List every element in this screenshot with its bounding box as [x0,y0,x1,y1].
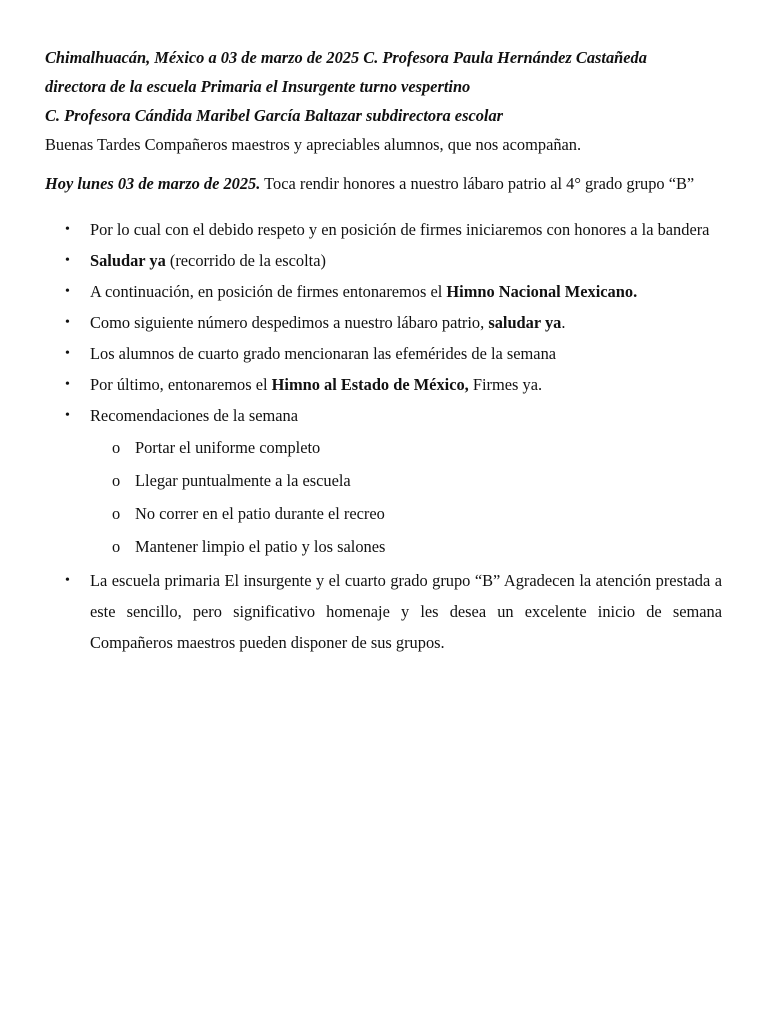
sub-bullet-icon: o [112,438,121,457]
bullet-icon: • [65,346,70,361]
item-text: Los alumnos de cuarto grado mencionaran las efemérides de la semana [90,344,557,363]
greeting-text: Buenas Tardes Compañeros maestros y apreciables alumnos, que nos acompañan. [45,135,582,154]
recommendations-list [90,431,722,563]
document-page [45,43,722,658]
item-text: Por último, entonaremos el [90,375,272,394]
sub-list-item [90,431,722,464]
sub-list-item [90,530,722,563]
bullet-icon: • [65,315,70,330]
list-item [45,565,722,658]
header-director-line: directora de la escuela Primaria el Insurgente turno vespertino [45,77,471,96]
item-bold-text: saludar ya [488,313,562,332]
sub-bullet-icon: o [112,537,121,556]
item-text: . [561,313,566,332]
bullet-icon: • [65,408,70,423]
bullet-icon: • [65,573,70,588]
list-item [45,307,722,338]
intro-date: Hoy lunes 03 de marzo de 2025. [45,174,261,193]
list-item [45,276,722,307]
header-place-date-line: Chimalhuacán, México a 03 de marzo de 2025 C. Profesora Paula Hernández Castañeda [45,48,647,67]
item-text: (recorrido de la escolta) [165,251,326,270]
list-item [45,214,722,245]
sub-bullet-icon: o [112,504,121,523]
list-item [45,369,722,400]
bullet-icon: • [65,253,70,268]
item-bold-text: Saludar ya [90,251,166,270]
item-bold-text: Himno al Estado de México, [271,375,469,394]
list-item [45,338,722,369]
item-bold-text: Himno Nacional Mexicano. [446,282,638,301]
list-item [45,400,722,563]
item-text: A continuación, en posición de firmes entonaremos el [90,282,447,301]
intro-text: Toca rendir honores a nuestro lábaro patrio al 4° grado grupo “B” [260,174,695,193]
bullet-icon: • [65,222,70,237]
bullet-icon: • [65,284,70,299]
item-text: Recomendaciones de la semana [90,406,298,425]
bullet-icon: • [65,377,70,392]
sub-list-item [90,497,722,530]
list-item [45,245,722,276]
item-text: Firmes ya. [468,375,543,394]
item-text: Por lo cual con el debido respeto y en posición de firmes iniciaremos con honores a la bandera [90,220,710,239]
program-list [45,214,722,658]
recommendation-text: Llegar puntualmente a la escuela [135,471,351,490]
header-subdirector-line: C. Profesora Cándida Maribel García Baltazar subdirectora escolar [45,106,504,125]
sub-list-item [90,464,722,497]
recommendation-text: No correr en el patio durante el recreo [135,504,385,523]
recommendation-text: Mantener limpio el patio y los salones [135,537,386,556]
item-text: La escuela primaria El insurgente y el cuarto grado grupo “B” Agradecen la atención prestada a este sencillo, pero significativo homenaje y les desea un excelente inicio de semana Compañeros maestros pueden disponer de sus grupos. [90,571,722,652]
intro-paragraph [45,169,722,198]
sub-bullet-icon: o [112,471,121,490]
item-text: Como siguiente número despedimos a nuestro lábaro patrio, [90,313,489,332]
recommendation-text: Portar el uniforme completo [135,438,321,457]
